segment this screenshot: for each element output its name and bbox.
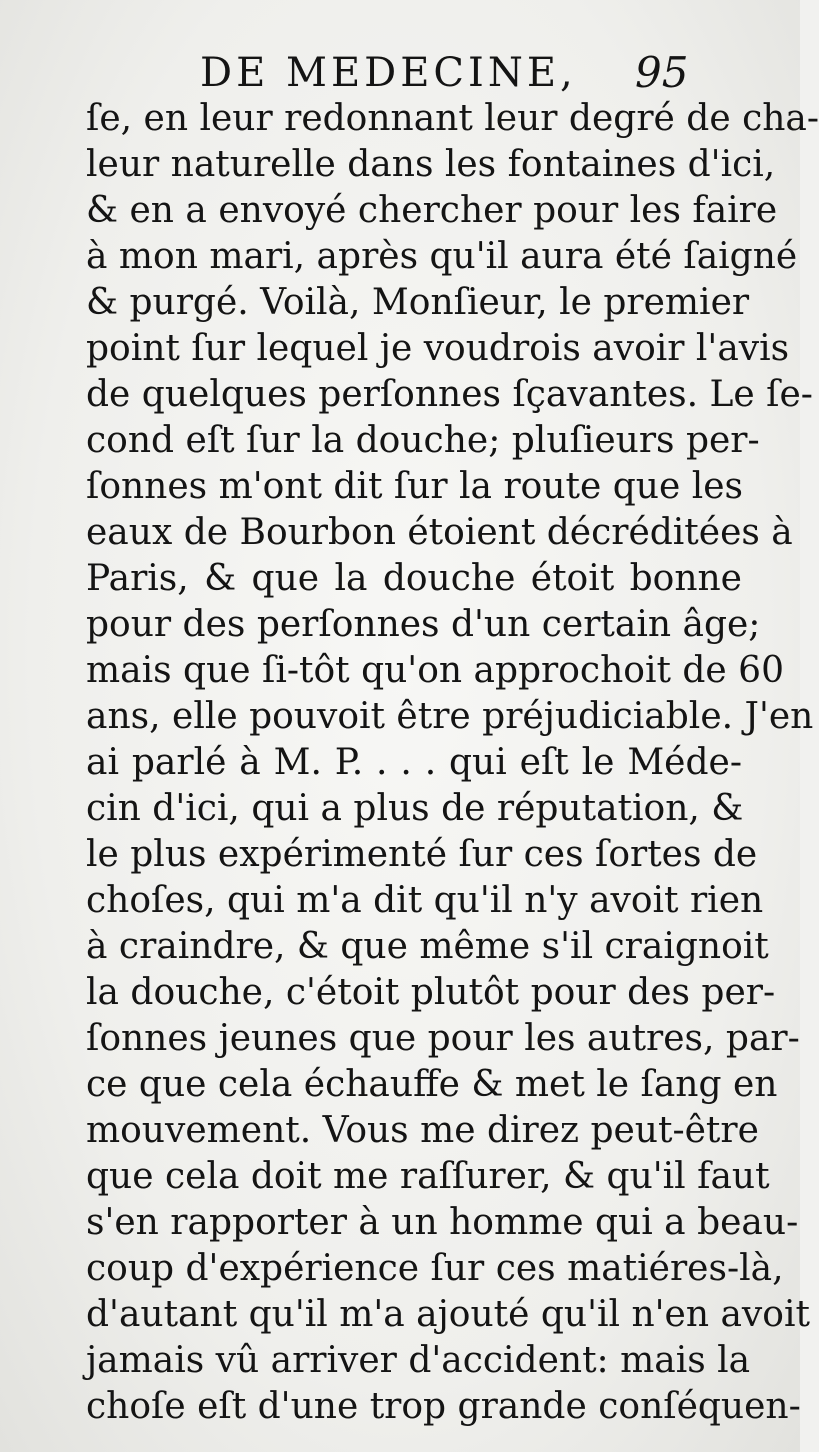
text-line: point ſur lequel je voudrois avoir l'avis — [86, 328, 790, 369]
text-line: d'autant qu'il m'a ajouté qu'il n'en avoit — [86, 1294, 810, 1335]
text-line: cond eſt ſur la douche; pluſieurs per- — [86, 420, 760, 461]
text-line: leur naturelle dans les fontaines d'ici, — [86, 144, 776, 185]
text-line: de quelques perſonnes ſçavantes. Le ſe- — [86, 374, 813, 415]
text-line: ans, elle pouvoit être préjudiciable. J'en — [86, 696, 814, 737]
text-line: Paris, & que la douche étoit bonne — [86, 558, 742, 599]
text-line: ſonnes m'ont dit ſur la route que les — [86, 466, 743, 507]
text-line: choſes, qui m'a dit qu'il n'y avoit rien — [86, 880, 764, 921]
text-line: ſe, en leur redonnant leur degré de cha- — [86, 98, 819, 139]
text-line: la douche, c'étoit plutôt pour des per- — [86, 972, 776, 1013]
text-line: & purgé. Voilà, Monſieur, le premier — [86, 282, 750, 323]
text-line: ce que cela échauffe & met le ſang en — [86, 1064, 778, 1105]
text-line: eaux de Bourbon étoient décréditées à — [86, 512, 793, 553]
text-line: jamais vû arriver d'accident: mais la — [86, 1340, 751, 1381]
text-line: & en a envoyé chercher pour les faire — [86, 190, 778, 231]
text-line: mouvement. Vous me direz peut-être — [86, 1110, 759, 1151]
body-text — [86, 96, 819, 1430]
page-header — [0, 48, 800, 98]
text-line: mais que ſi-tôt qu'on approchoit de 60 — [86, 650, 784, 691]
text-line: choſe eſt d'une trop grande conſéquen- — [86, 1386, 801, 1427]
text-line: à mon mari, après qu'il aura été ſaigné — [86, 236, 798, 277]
text-line: cin d'ici, qui a plus de réputation, & — [86, 788, 744, 829]
text-line: coup d'expérience ſur ces matiéres-là, — [86, 1248, 784, 1289]
text-line: pour des perſonnes d'un certain âge; — [86, 604, 761, 645]
text-line: que cela doit me raſſurer, & qu'il faut — [86, 1156, 770, 1197]
text-line: ai parlé à M. P. . . . qui eſt le Méde- — [86, 742, 742, 783]
text-line: à craindre, & que même s'il craignoit — [86, 926, 769, 967]
text-line: le plus expérimenté ſur ces ſortes de — [86, 834, 758, 875]
page-number: 95 — [635, 48, 689, 97]
running-title: DE MEDECINE, — [200, 50, 577, 96]
text-line: ſonnes jeunes que pour les autres, par- — [86, 1018, 800, 1059]
text-line: s'en rapporter à un homme qui a beau- — [86, 1202, 799, 1243]
